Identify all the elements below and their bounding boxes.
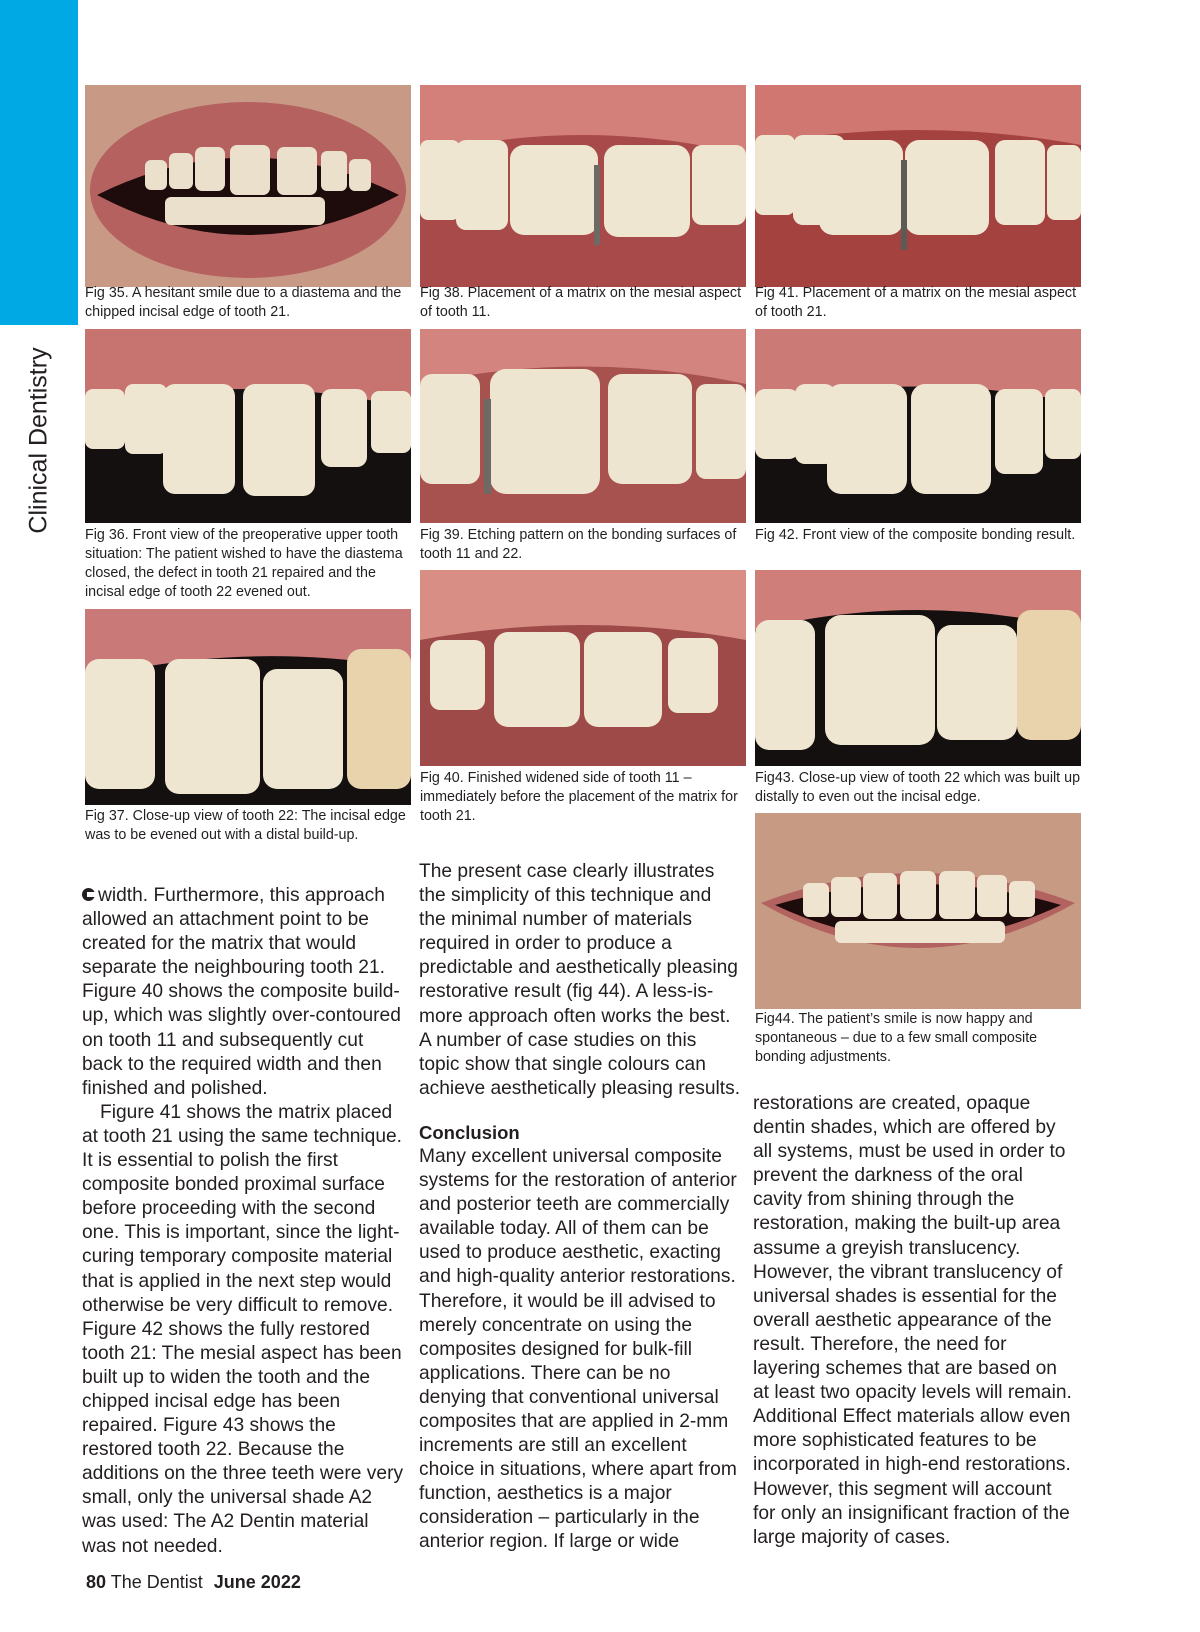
paragraph bbox=[82, 884, 404, 1101]
continuation-bullet-icon bbox=[82, 888, 95, 901]
body-column-1 bbox=[82, 884, 404, 1559]
fig38-photo bbox=[420, 85, 746, 287]
fig35-caption: Fig 35. A hesitant smile due to a diastema and the chipped incisal edge of tooth 21. bbox=[85, 285, 402, 320]
fig43-photo bbox=[755, 570, 1081, 766]
paragraph-text: width. Furthermore, this approach allowed an attachment point to be created for the matrix that would separate the neighbouring tooth 21. Figure 40 shows the composite build-up, which was slightly over-contoured on tooth 11 and subsequently cut back to the required width and then finished and polished. bbox=[82, 885, 401, 1099]
fig41-photo bbox=[755, 85, 1081, 287]
fig44-caption: Fig44. The patient’s smile is now happy and spontaneous – due to a few small composite bonding adjustments. bbox=[755, 1011, 1038, 1065]
page-number: 80 bbox=[86, 1572, 107, 1592]
fig40-caption: Fig 40. Finished widened side of tooth 11 – immediately before the placement of the matrix for tooth 21. bbox=[420, 770, 738, 824]
conclusion-heading: Conclusion bbox=[419, 1121, 520, 1143]
paragraph: Figure 41 shows the matrix placed at tooth 21 using the same technique. It is essential to polish the first composite bonded proximal surface before proceeding with the second one. This is important, since the light-curing temporary composite material that is applied in the next step would otherwise be very difficult to remove. Figure 42 shows the fully restored tooth 21: The mesial aspect has been built up to widen the tooth and the chipped incisal edge has been repaired. Figure 43 shows the restored tooth 22. Because the additions on the three teeth were very small, only the universal shade A2 was used: The A2 Dentin material was not needed. bbox=[82, 1101, 404, 1557]
fig39-caption: Fig 39. Etching pattern on the bonding surfaces of tooth 11 and 22. bbox=[420, 527, 737, 562]
fig44-photo bbox=[755, 813, 1081, 1009]
publication-name: The Dentist bbox=[110, 1572, 203, 1592]
body-column-2 bbox=[419, 860, 741, 1555]
fig40-photo bbox=[420, 570, 746, 766]
fig43-caption: Fig43. Close-up view of tooth 22 which was built up distally to even out the incisal edge. bbox=[755, 770, 1081, 805]
body-column-3 bbox=[753, 1092, 1075, 1550]
section-label: Clinical Dentistry bbox=[24, 346, 53, 534]
fig42-photo bbox=[755, 329, 1081, 523]
paragraph: Many excellent universal composite systems for the restoration of anterior and posterior teeth are commercially available today. All of them can be used to produce aesthetic, exacting and high-quality anterior restorations. Therefore, it would be ill advised to merely concentrate on using the composites designed for bulk-fill applications. There can be no denying that conventional universal composites that are applied in 2-mm increments are still an excellent choice in situations, where apart from function, aesthetics is a major consideration – particularly in the anterior region. If large or wide bbox=[419, 1145, 737, 1553]
fig38-caption: Fig 38. Placement of a matrix on the mesial aspect of tooth 11. bbox=[420, 285, 742, 320]
fig37-photo bbox=[85, 609, 411, 805]
page-footer bbox=[86, 1572, 301, 1593]
fig35-photo bbox=[85, 85, 411, 287]
fig41-caption: Fig 41. Placement of a matrix on the mesial aspect of tooth 21. bbox=[755, 285, 1077, 320]
fig36-caption: Fig 36. Front view of the preoperative upper tooth situation: The patient wished to have the diastema closed, the defect in tooth 21 repaired and the incisal edge of tooth 22 evened out. bbox=[85, 527, 403, 600]
fig42-caption: Fig 42. Front view of the composite bonding result. bbox=[755, 527, 1076, 543]
paragraph: restorations are created, opaque dentin shades, which are offered by all systems, must be used in order to prevent the darkness of the oral cavity from shining through the restoration, making the built-up area assume a greyish translucency. However, the vibrant translucency of universal shades is essential for the overall aesthetic appearance of the result. Therefore, the need for layering schemes that are based on at least two opacity levels will remain. Additional Effect materials allow even more sophisticated features to be incorporated in high-end restorations. However, this segment will account for only an insignificant fraction of the large majority of cases. bbox=[753, 1093, 1072, 1548]
section-color-tab bbox=[0, 0, 78, 325]
fig39-photo bbox=[420, 329, 746, 523]
paragraph: The present case clearly illustrates the simplicity of this technique and the minimal number of materials required in order to produce a predictable and aesthetically pleasing restorative result (fig 44). A less-is-more approach often works the best. A number of case studies on this topic show that single colours can achieve aesthetically pleasing results. bbox=[419, 861, 741, 1099]
fig37-caption: Fig 37. Close-up view of tooth 22: The incisal edge was to be evened out with a distal build-up. bbox=[85, 808, 406, 843]
issue-date: June 2022 bbox=[213, 1572, 301, 1592]
fig36-photo bbox=[85, 329, 411, 523]
